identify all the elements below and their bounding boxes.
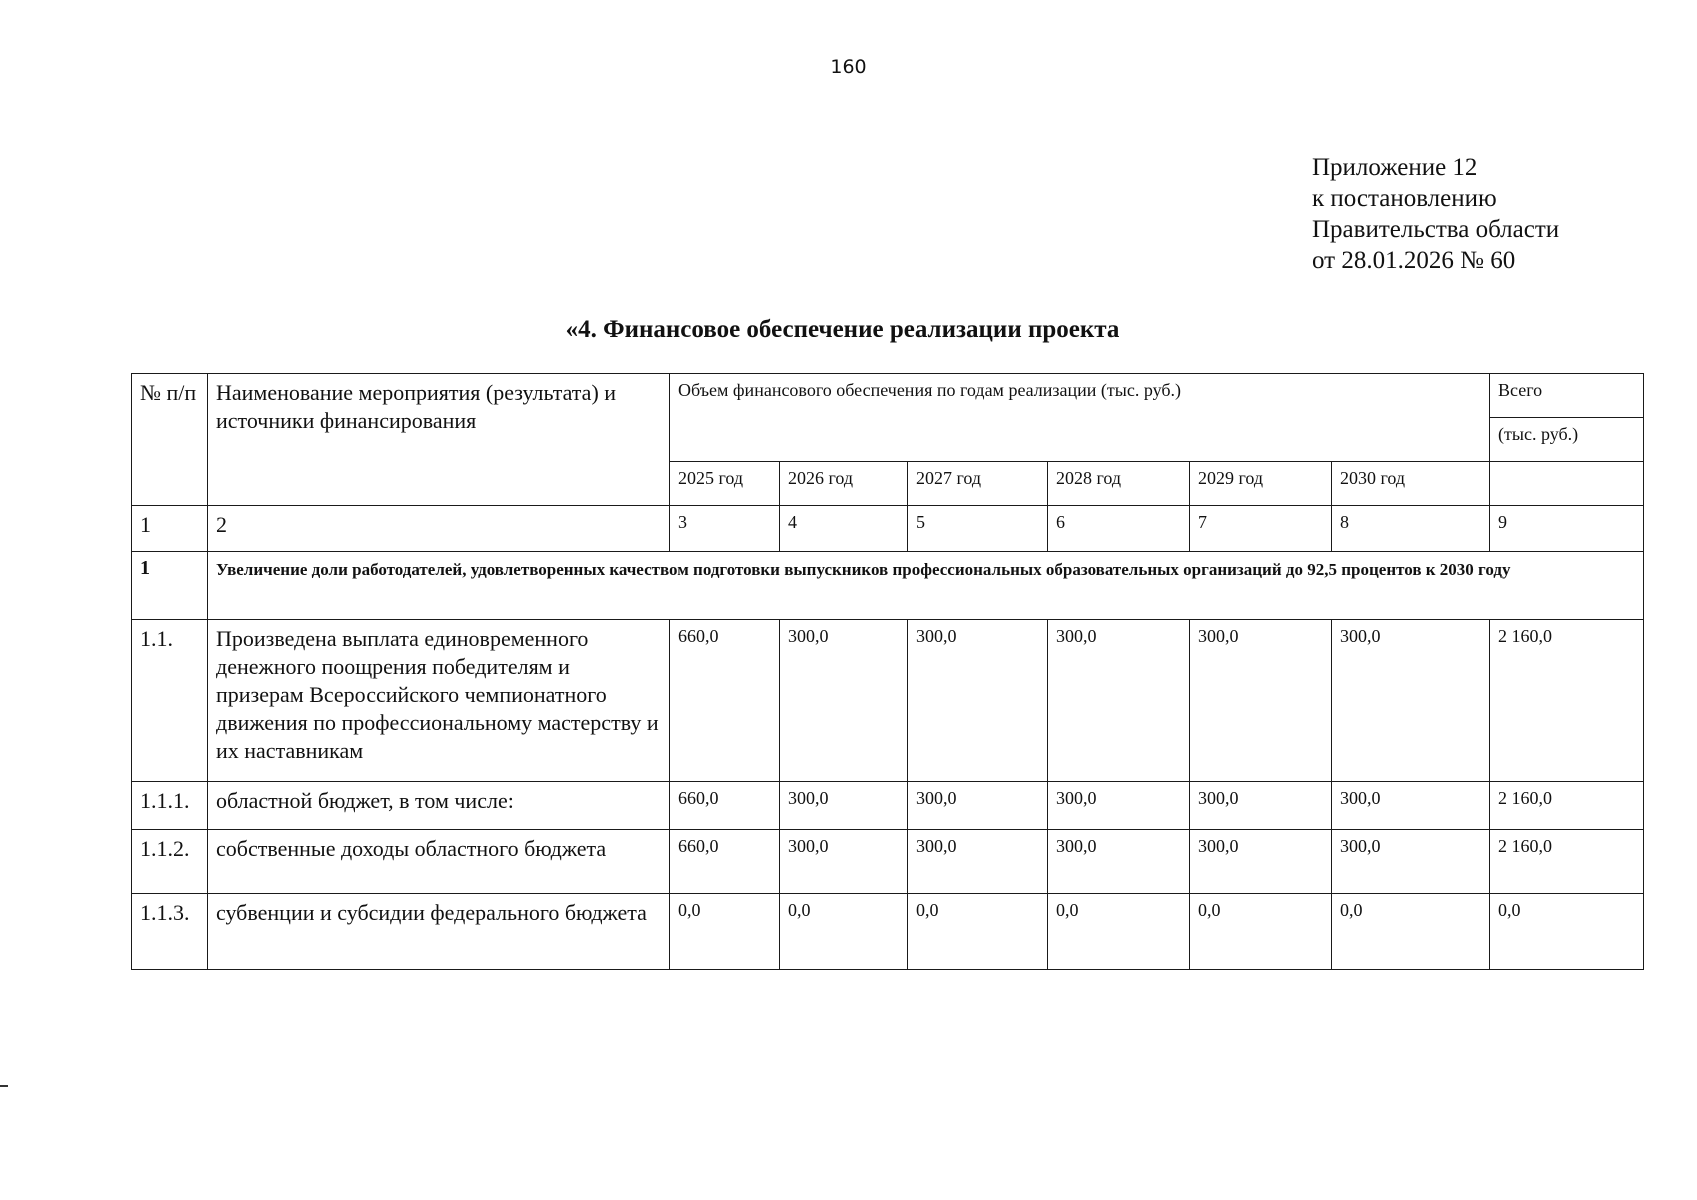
row-value: 660,0 xyxy=(670,782,780,830)
col-number: 4 xyxy=(780,506,908,552)
row-value: 300,0 xyxy=(780,620,908,782)
col-number: 7 xyxy=(1190,506,1332,552)
row-value: 300,0 xyxy=(1332,620,1490,782)
header-year: 2028 год xyxy=(1048,462,1190,506)
table-row xyxy=(132,830,1644,894)
header-year: 2029 год xyxy=(1190,462,1332,506)
row-value: 0,0 xyxy=(908,894,1048,970)
row-name: областной бюджет, в том числе: xyxy=(208,782,670,830)
col-number: 2 xyxy=(208,506,670,552)
row-value: 300,0 xyxy=(908,782,1048,830)
row-value: 300,0 xyxy=(780,830,908,894)
row-value: 300,0 xyxy=(1190,830,1332,894)
row-name: субвенции и субсидии федерального бюджета xyxy=(208,894,670,970)
table-row xyxy=(132,894,1644,970)
row-total: 2 160,0 xyxy=(1490,830,1644,894)
header-year: 2025 год xyxy=(670,462,780,506)
appendix-line-4: от 28.01.2026 № 60 xyxy=(1312,247,1516,274)
col-number: 5 xyxy=(908,506,1048,552)
goal-text: Увеличение доли работодателей, удовлетворенных качеством подготовки выпускников профессиональных образовательных организаций до 92,5 процентов к 2030 году xyxy=(208,552,1644,620)
row-total: 2 160,0 xyxy=(1490,620,1644,782)
col-number: 9 xyxy=(1490,506,1644,552)
financing-table xyxy=(131,373,1644,970)
page-number: 160 xyxy=(830,56,867,78)
goal-row xyxy=(132,552,1644,620)
row-name: Произведена выплата единовременного денежного поощрения победителям и призерам Всероссийского чемпионатного движения по профессиональному мастерству и их наставникам xyxy=(208,620,670,782)
row-value: 0,0 xyxy=(1048,894,1190,970)
col-number: 1 xyxy=(132,506,208,552)
row-number: 1.1. xyxy=(132,620,208,782)
row-value: 300,0 xyxy=(1332,782,1490,830)
row-value: 0,0 xyxy=(780,894,908,970)
header-volume: Объем финансового обеспечения по годам реализации (тыс. руб.) xyxy=(670,374,1490,462)
row-value: 660,0 xyxy=(670,620,780,782)
header-year: 2026 год xyxy=(780,462,908,506)
document-title-text: «4. Финансовое обеспечение реализации проекта xyxy=(565,316,1120,343)
row-value: 300,0 xyxy=(1048,782,1190,830)
row-value: 660,0 xyxy=(670,830,780,894)
scan-artifact xyxy=(0,1085,8,1087)
document-title xyxy=(0,316,1697,344)
col-number: 8 xyxy=(1332,506,1490,552)
row-value: 300,0 xyxy=(908,620,1048,782)
column-numbers-row xyxy=(132,506,1644,552)
header-name: Наименование мероприятия (результата) и источники финансирования xyxy=(208,374,670,506)
header-row xyxy=(132,374,1644,418)
row-value: 0,0 xyxy=(1332,894,1490,970)
row-total: 0,0 xyxy=(1490,894,1644,970)
row-value: 300,0 xyxy=(1332,830,1490,894)
table-row xyxy=(132,782,1644,830)
header-num: № п/п xyxy=(132,374,208,506)
col-number: 6 xyxy=(1048,506,1190,552)
row-value: 300,0 xyxy=(1190,782,1332,830)
header-total: Всего xyxy=(1490,374,1644,418)
header-year-empty xyxy=(1490,462,1644,506)
row-total: 2 160,0 xyxy=(1490,782,1644,830)
col-number: 3 xyxy=(670,506,780,552)
appendix-line-1: Приложение 12 xyxy=(1312,154,1478,181)
row-value: 0,0 xyxy=(1190,894,1332,970)
goal-number: 1 xyxy=(132,552,208,620)
header-year: 2030 год xyxy=(1332,462,1490,506)
row-value: 300,0 xyxy=(1190,620,1332,782)
row-value: 300,0 xyxy=(1048,830,1190,894)
row-number: 1.1.3. xyxy=(132,894,208,970)
row-value: 0,0 xyxy=(670,894,780,970)
appendix-line-3: Правительства области xyxy=(1312,216,1560,243)
header-year: 2027 год xyxy=(908,462,1048,506)
row-value: 300,0 xyxy=(780,782,908,830)
row-value: 300,0 xyxy=(908,830,1048,894)
row-number: 1.1.1. xyxy=(132,782,208,830)
row-name: собственные доходы областного бюджета xyxy=(208,830,670,894)
row-number: 1.1.2. xyxy=(132,830,208,894)
header-total-unit: (тыс. руб.) xyxy=(1490,418,1644,462)
table-row xyxy=(132,620,1644,782)
appendix-block xyxy=(1312,152,1559,276)
appendix-line-2: к постановлению xyxy=(1312,185,1497,212)
row-value: 300,0 xyxy=(1048,620,1190,782)
